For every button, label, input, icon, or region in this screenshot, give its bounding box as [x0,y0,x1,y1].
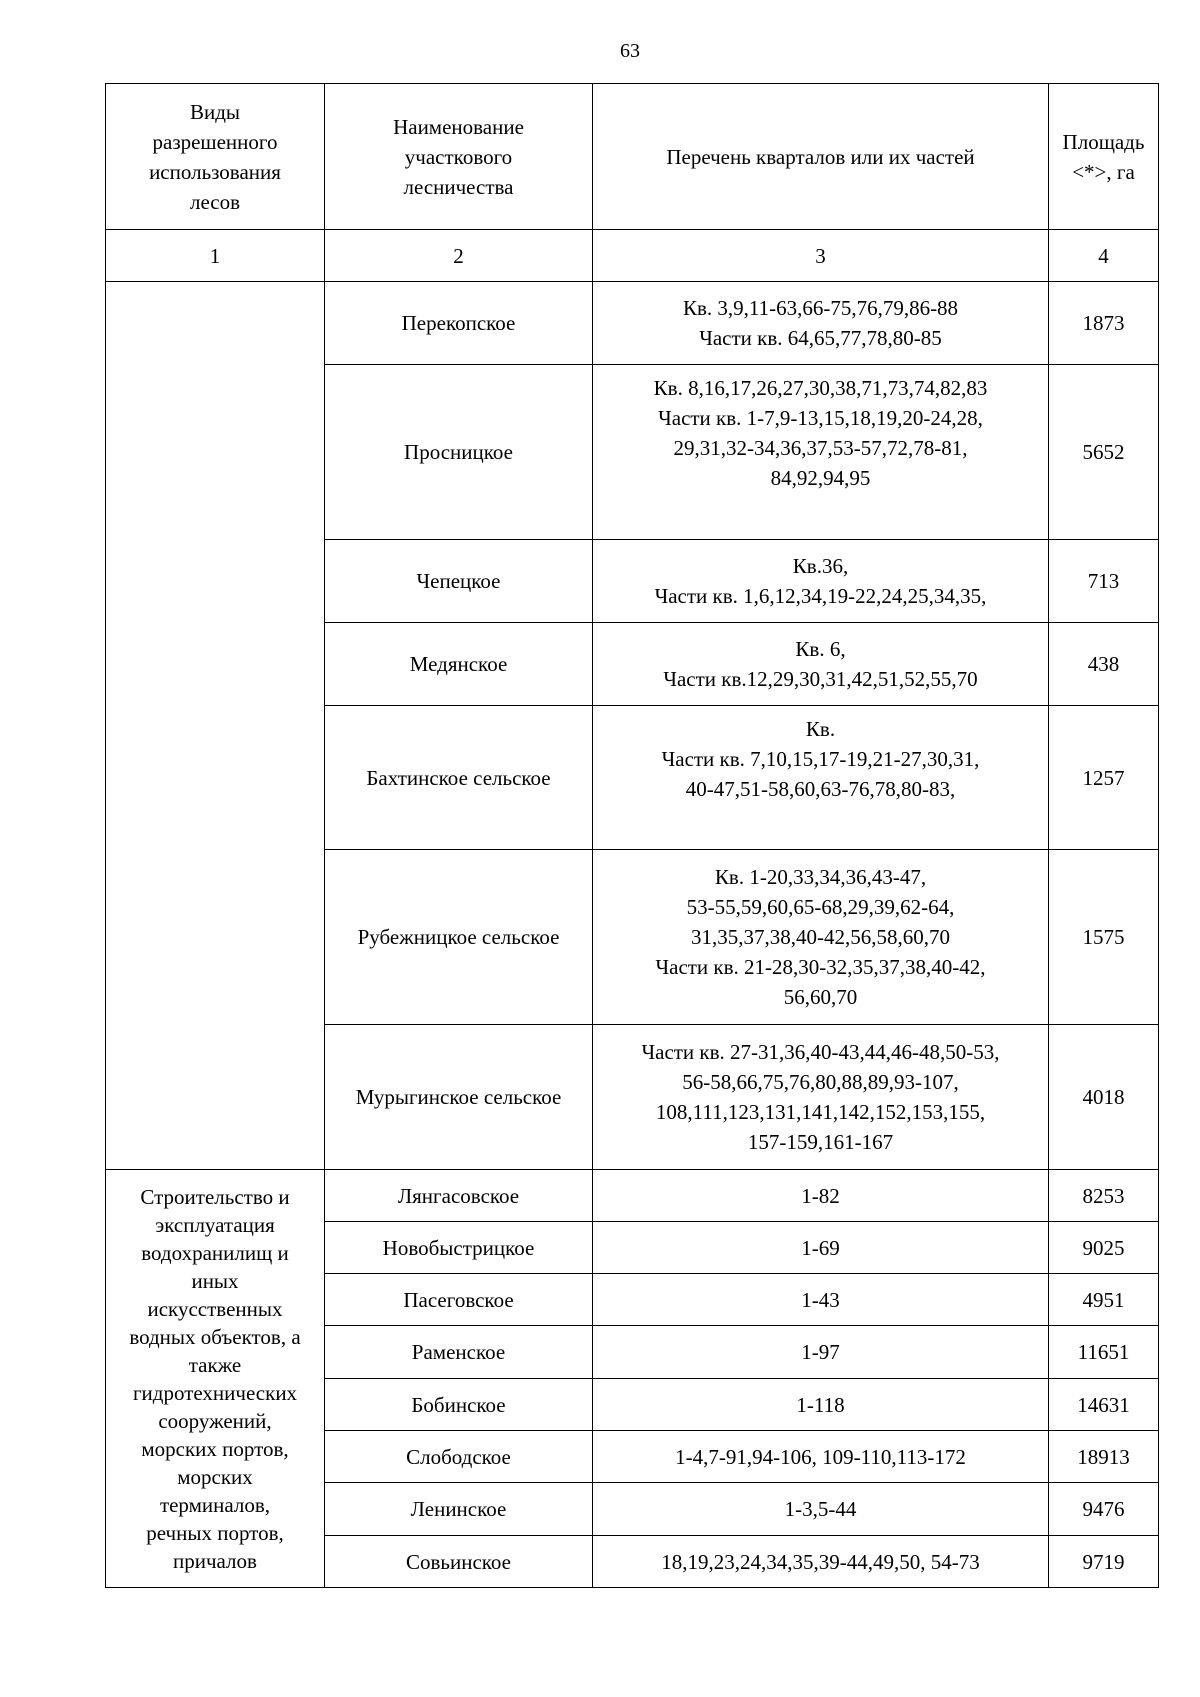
area-cell: 14631 [1049,1379,1159,1431]
quarters-line: Части кв.12,29,30,31,42,51,52,55,70 [663,667,978,691]
area-cell: 1873 [1049,282,1159,365]
header-forestry [325,84,593,230]
quarters-line: 29,31,32-34,36,37,53-57,72,78-81, [673,436,968,460]
usage-cell [106,1170,325,1588]
usage-line: эксплуатация [155,1212,275,1237]
usage-line: причалов [173,1548,257,1573]
quarters-line: 56,60,70 [783,985,858,1009]
usage-line: гидротехнических [132,1380,298,1405]
quarters-line: Кв. 8,16,17,26,27,30,38,71,73,74,82,83 [653,376,988,400]
quarters-line: Кв.36, [792,554,849,578]
usage-line: искусственных [147,1296,283,1321]
forestry-name: Медянское [325,623,593,706]
usage-line: также [188,1352,242,1377]
area-cell: 4018 [1049,1025,1159,1170]
quarters-line: 31,35,37,38,40-42,56,58,60,70 [691,925,950,949]
column-number-row [106,230,1159,282]
table-row [106,1170,1159,1222]
area-cell: 1575 [1049,850,1159,1025]
usage-line: морских портов, [141,1436,289,1461]
header-forestry-line: Наименование [393,114,524,139]
header-usage [106,84,325,230]
quarters-cell: 1-4,7-91,94-106, 109-110,113-172 [593,1431,1049,1483]
column-number: 4 [1049,230,1159,282]
header-area-line: <*>, га [1072,159,1135,184]
quarters-line: Кв. 1-20,33,34,36,43-47, [714,865,927,889]
page-number: 63 [620,40,640,62]
header-usage-line: лесов [189,189,241,214]
forestry-name: Новобыстрицкое [325,1222,593,1274]
usage-line: морских [177,1464,253,1489]
quarters-cell [593,623,1049,706]
quarters-line: Части кв. 21-28,30-32,35,37,38,40-42, [655,955,986,979]
header-usage-line: Виды [189,99,241,124]
quarters-cell: 1-97 [593,1326,1049,1379]
quarters-cell [593,365,1049,540]
quarters-line: Кв. [805,717,836,741]
quarters-cell: 1-43 [593,1274,1049,1326]
usage-line: водных объектов, а [129,1324,301,1349]
forest-quarters-table [105,83,1159,1588]
quarters-line: 56-58,66,75,76,80,88,89,93-107, [682,1070,959,1094]
quarters-cell [593,540,1049,623]
quarters-cell [593,850,1049,1025]
quarters-line: Части кв. 27-31,36,40-43,44,46-48,50-53, [641,1040,1000,1064]
forestry-name: Лянгасовское [325,1170,593,1222]
header-usage-line: использования [149,159,281,184]
quarters-cell [593,706,1049,850]
header-forestry-line: лесничества [403,174,514,199]
quarters-line: 108,111,123,131,141,142,152,153,155, [655,1100,986,1124]
table-row [106,282,1159,365]
forestry-name: Совьинское [325,1536,593,1588]
forestry-name: Раменское [325,1326,593,1379]
header-area [1049,84,1159,230]
area-cell: 438 [1049,623,1159,706]
header-forestry-line: участкового [404,144,513,169]
quarters-cell: 1-69 [593,1222,1049,1274]
forestry-name: Ленинское [325,1483,593,1536]
quarters-cell: 1-3,5-44 [593,1483,1049,1536]
usage-line: речных портов, [146,1520,284,1545]
quarters-line: Кв. 6, [795,637,846,661]
area-cell: 4951 [1049,1274,1159,1326]
column-number: 3 [593,230,1049,282]
quarters-cell: 1-118 [593,1379,1049,1431]
forestry-name: Бобинское [325,1379,593,1431]
area-cell: 9719 [1049,1536,1159,1588]
area-cell: 5652 [1049,365,1159,540]
forestry-name: Рубежницкое сельское [325,850,593,1025]
header-row [106,84,1159,230]
area-cell: 18913 [1049,1431,1159,1483]
header-usage-line: разрешенного [152,129,278,154]
area-cell: 9476 [1049,1483,1159,1536]
usage-line: иных [191,1268,239,1293]
forestry-name: Перекопское [325,282,593,365]
header-quarters: Перечень кварталов или их частей [593,84,1049,230]
forestry-name: Пасеговское [325,1274,593,1326]
quarters-line: Части кв. 7,10,15,17-19,21-27,30,31, [661,747,980,771]
quarters-line: Части кв. 1,6,12,34,19-22,24,25,34,35, [654,584,987,608]
area-cell: 713 [1049,540,1159,623]
forestry-name: Бахтинское сельское [325,706,593,850]
usage-line: терминалов, [159,1492,271,1517]
quarters-line: 157-159,161-167 [747,1130,894,1154]
column-number: 2 [325,230,593,282]
usage-line: Строительство и [140,1184,290,1209]
forestry-name: Чепецкое [325,540,593,623]
quarters-cell [593,1025,1049,1170]
quarters-line: 84,92,94,95 [770,466,871,490]
quarters-line: Части кв. 64,65,77,78,80-85 [699,326,942,350]
quarters-cell [593,282,1049,365]
area-cell: 11651 [1049,1326,1159,1379]
quarters-line: Части кв. 1-7,9-13,15,18,19,20-24,28, [658,406,983,430]
forestry-name: Мурыгинское сельское [325,1025,593,1170]
usage-line: сооружений, [158,1408,272,1433]
quarters-line: 40-47,51-58,60,63-76,78,80-83, [685,777,956,801]
quarters-line: 53-55,59,60,65-68,29,39,62-64, [686,895,955,919]
area-cell: 1257 [1049,706,1159,850]
usage-line: водохранилищ и [141,1240,289,1265]
header-area-line: Площадь [1062,129,1145,154]
quarters-cell: 18,19,23,24,34,35,39-44,49,50, 54-73 [593,1536,1049,1588]
usage-cell [106,282,325,1170]
forestry-name: Слободское [325,1431,593,1483]
forestry-name: Просницкое [325,365,593,540]
column-number: 1 [106,230,325,282]
area-cell: 9025 [1049,1222,1159,1274]
quarters-cell: 1-82 [593,1170,1049,1222]
area-cell: 8253 [1049,1170,1159,1222]
quarters-line: Кв. 3,9,11-63,66-75,76,79,86-88 [682,296,959,320]
